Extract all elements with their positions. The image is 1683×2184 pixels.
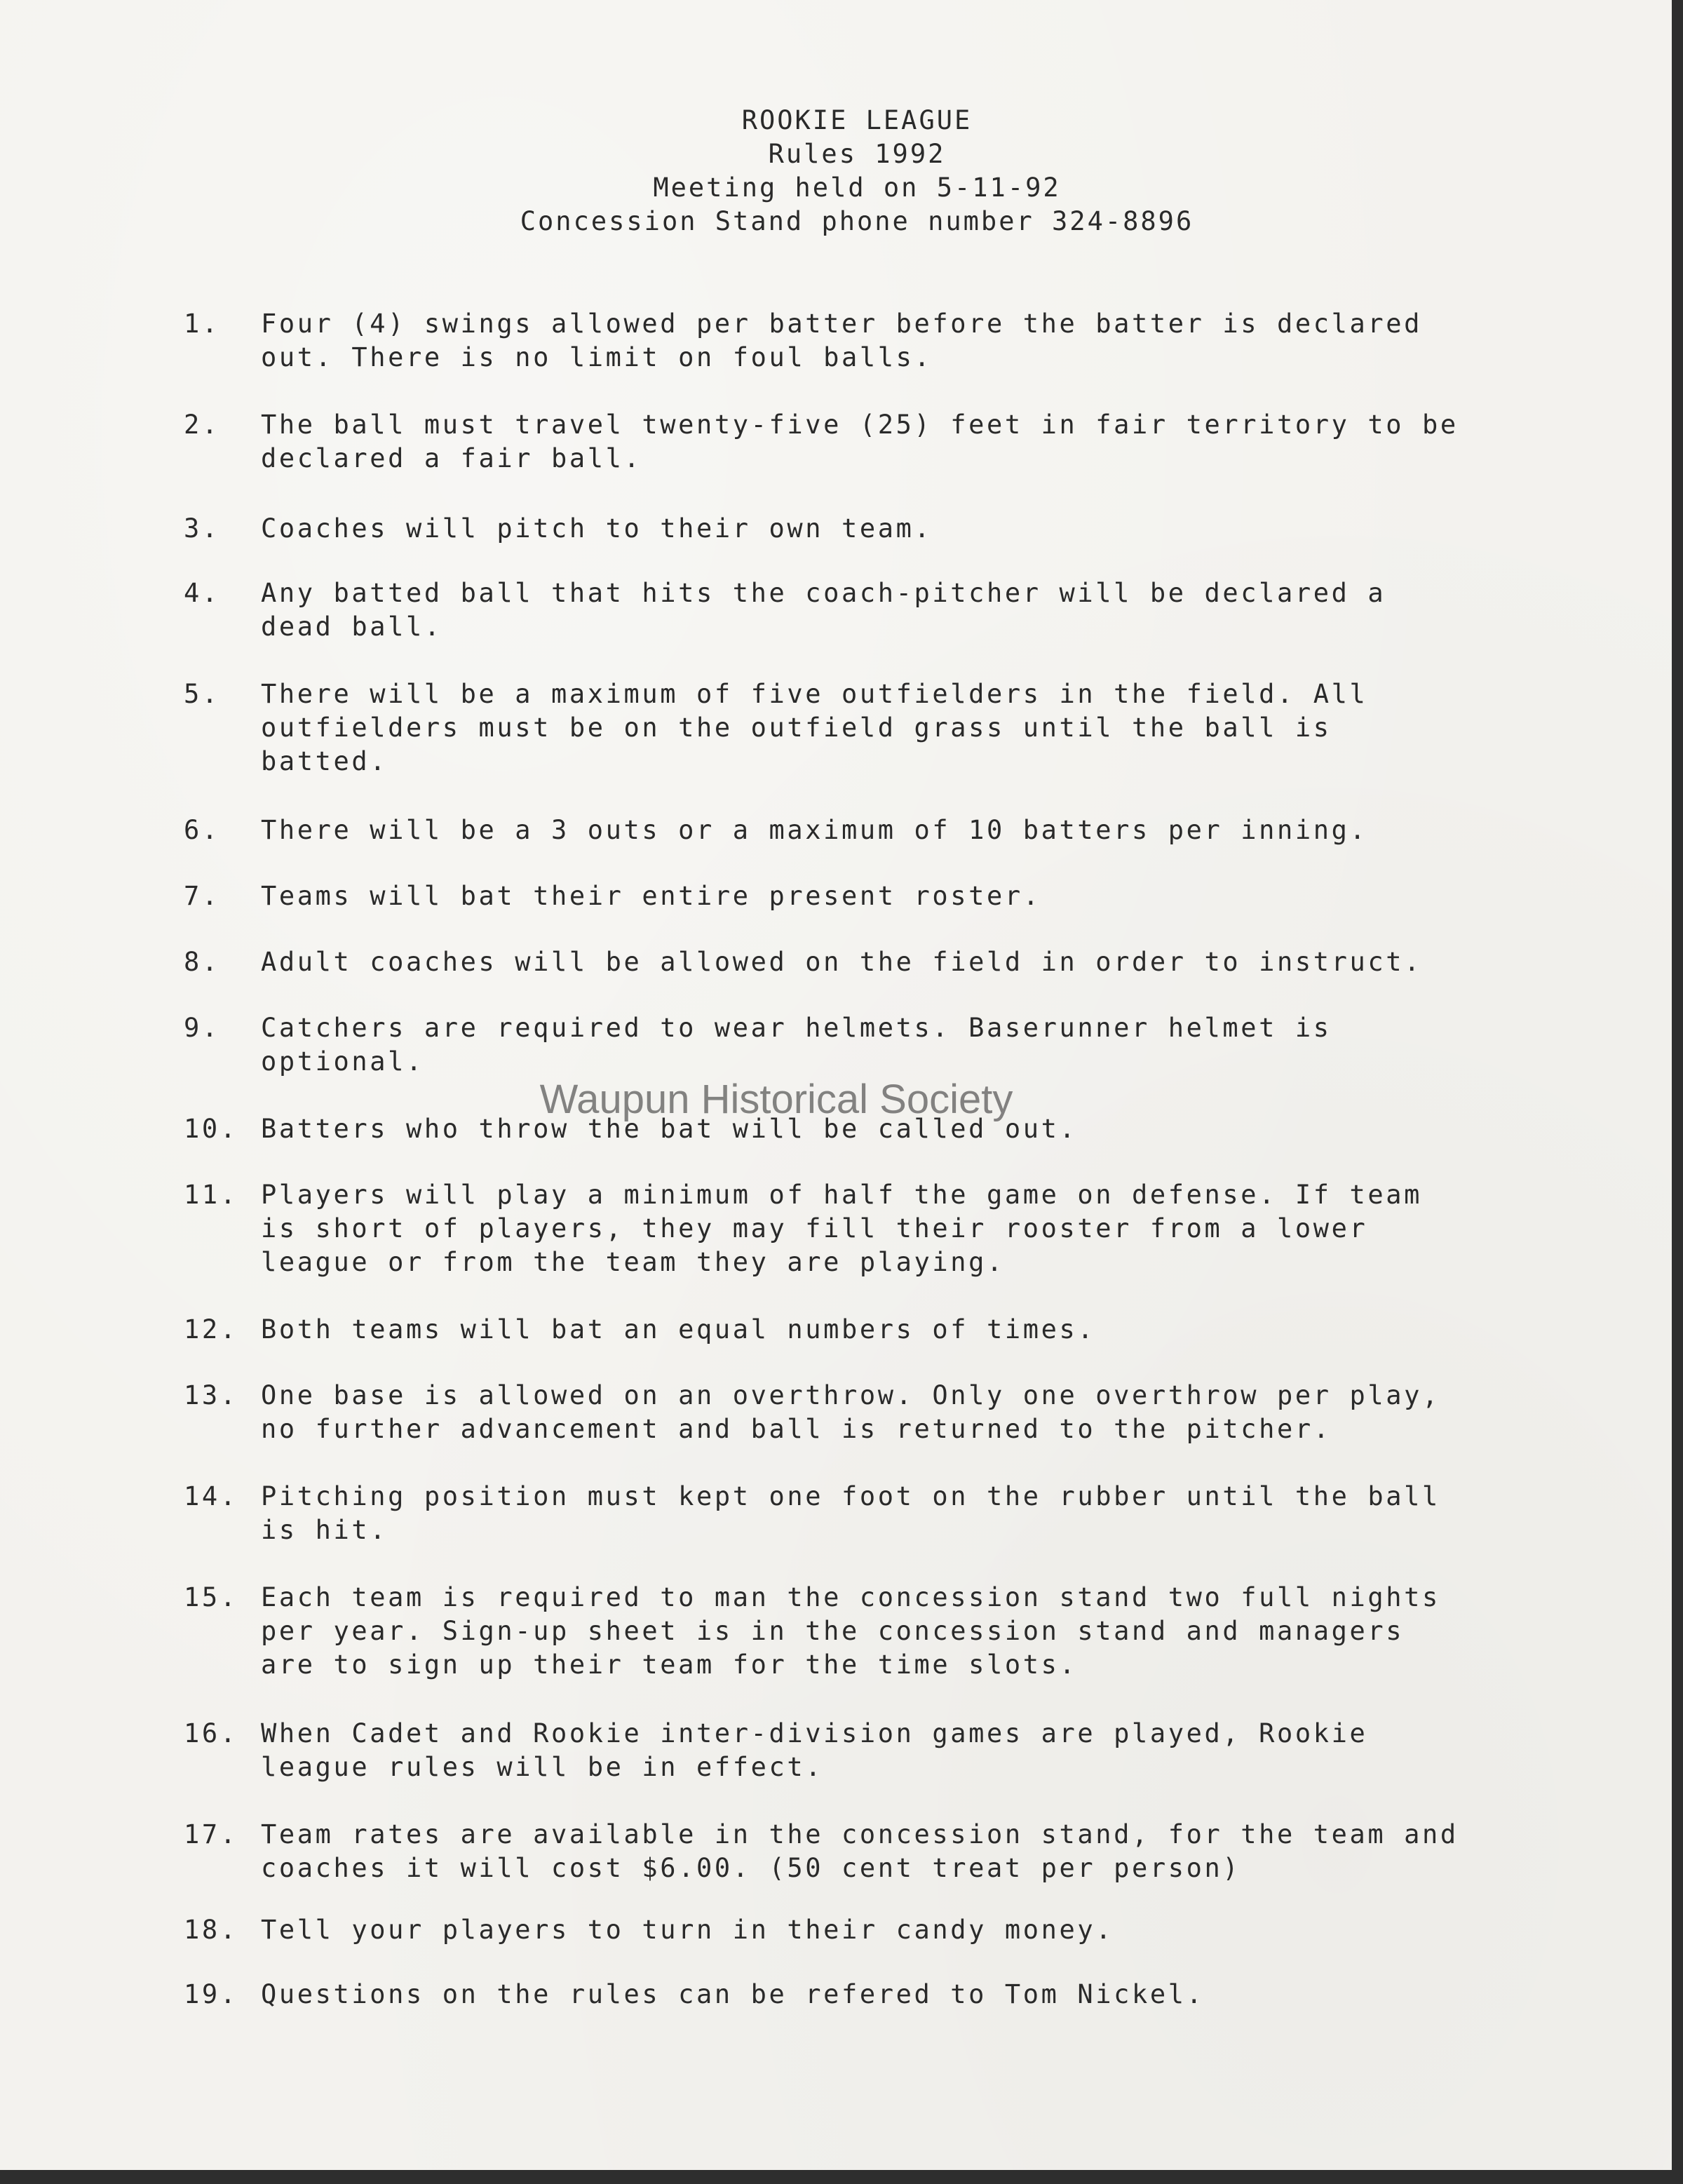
rule-number: 15. [184,1582,238,1612]
rule-number: 1. [184,309,220,339]
rule-text: Catchers are required to wear helmets. Baserunner helmet is optional. [261,1013,1332,1077]
rule-item [184,1581,1600,1682]
rule-number: 3. [184,513,220,544]
rule-item [184,1818,1600,1885]
scan-border-bottom [0,2170,1683,2184]
rule-number: 5. [184,679,220,709]
rule-number: 4. [184,578,220,608]
rule-text: Both teams will bat an equal numbers of times. [261,1314,1096,1344]
rule-text: Tell your players to turn in their candy money. [261,1915,1114,1945]
rule-number: 8. [184,947,220,977]
rule-text: Any batted ball that hits the coach-pitcher will be declared a dead ball. [261,578,1386,642]
rule-text: Team rates are available in the concession stand, for the team and coaches it will cost $6.00. (50 cent treat per person) [261,1819,1459,1883]
league-title: ROOKIE LEAGUE [741,105,973,135]
rule-text: Coaches will pitch to their own team. [261,513,933,544]
rule-item [184,1480,1600,1547]
rule-text: There will be a 3 outs or a maximum of 10 batters per inning. [261,815,1368,845]
rule-item [184,1313,1600,1347]
rule-item [184,307,1600,375]
rule-number: 16. [184,1718,238,1748]
rule-item [184,814,1600,847]
rule-item [184,577,1600,644]
rule-text: One base is allowed on an overthrow. Only one overthrow per play, no further advancement and ball is returned to the pitcher. [261,1380,1440,1444]
rule-text: Batters who throw the bat will be called out. [261,1114,1078,1144]
rule-text: Players will play a minimum of half the game on defense. If team is short of players, they may fill their rooster from a lower league or from the team they are playing. [261,1180,1423,1277]
rule-item [184,1913,1600,1947]
rule-number: 14. [184,1481,238,1511]
rule-item [184,945,1600,979]
rule-text: Pitching position must kept one foot on the rubber until the ball is hit. [261,1481,1440,1545]
rule-number: 9. [184,1013,220,1043]
scan-border-right [1672,0,1683,2184]
rule-text: Each team is required to man the concession stand two full nights per year. Sign-up sheet is in the concession stand and managers are to sign up their team for the time slots. [261,1582,1440,1680]
rule-number: 7. [184,881,220,911]
rule-number: 12. [184,1314,238,1344]
rule-item [184,408,1600,476]
rule-item [184,1978,1600,2011]
rules-year: Rules 1992 [768,139,946,169]
rule-number: 17. [184,1819,238,1849]
rule-item [184,1717,1600,1784]
concession-phone: Concession Stand phone number 324-8896 [520,206,1194,236]
rule-item [184,879,1600,913]
document-header [0,104,1672,238]
rule-number: 18. [184,1915,238,1945]
rule-number: 19. [184,1979,238,2009]
rule-item [184,1379,1600,1446]
rule-text: The ball must travel twenty-five (25) feet in fair territory to be declared a fair ball. [261,410,1459,473]
watermark: Waupun Historical Society [539,1077,1013,1122]
rule-text: There will be a maximum of five outfielders in the field. All outfielders must be on the outfield grass until the ball is batted. [261,679,1368,776]
rule-text: Four (4) swings allowed per batter before the batter is declared out. There is no limit on foul balls. [261,309,1423,372]
rule-item [184,1011,1600,1079]
rule-number: 10. [184,1114,238,1144]
meeting-date: Meeting held on 5-11-92 [653,173,1061,203]
rule-text: When Cadet and Rookie inter-division games are played, Rookie league rules will be in effect. [261,1718,1368,1782]
rule-item [184,512,1600,546]
rule-item [184,1178,1600,1279]
rule-text: Adult coaches will be allowed on the field in order to instruct. [261,947,1423,977]
rule-number: 13. [184,1380,238,1410]
rule-text: Questions on the rules can be refered to Tom Nickel. [261,1979,1205,2009]
rule-item [184,678,1600,778]
rule-number: 2. [184,410,220,440]
rule-number: 11. [184,1180,238,1210]
rule-text: Teams will bat their entire present roster. [261,881,1041,911]
rule-number: 6. [184,815,220,845]
